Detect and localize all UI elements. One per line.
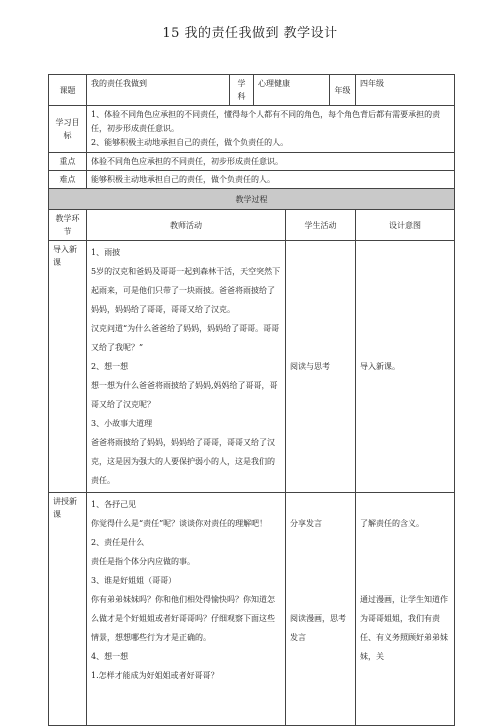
activity-line: 1、雨披 [91,248,121,257]
activity-line: 1、各抒己见 [91,500,137,509]
activity-line: 5岁的汉克和爸妈及哥哥一起到森林干活，天空突然下起雨来，可是他们只带了一块雨披。爸爸将雨披给了妈妈，妈妈给了哥哥，哥哥又给了汉克。 [91,267,281,314]
lesson-plan-table [48,74,455,726]
header-teacher: 教师活动 [87,210,286,241]
design-intent [356,493,455,726]
key-point-label: 重点 [49,153,87,171]
key-point-row [49,153,455,171]
difficulty-label: 难点 [49,171,87,189]
stage-cell: 讲授新课 [49,493,87,726]
design-intent: 导入新课。 [356,241,455,493]
activity-line: 爸爸将雨披给了妈妈，妈妈给了哥哥，哥哥又给了汉克，这是因为强大的人要保护弱小的人，这是我们的责任。 [91,438,275,485]
info-row [49,75,455,106]
goal-item: 2、能够积极主动地承担自己的责任，做个负责任的人。 [91,138,289,147]
design-intent-b: 通过漫画，让学生知道作为哥哥姐姐，我们有责任、有义务照顾好弟弟妹妹，关 [360,595,448,661]
process-title: 教学过程 [49,189,455,210]
header-student: 学生活动 [286,210,356,241]
activity-line: 汉克问道“为什么爸爸给了妈妈，妈妈给了哥哥。哥哥又给了我呢？” [91,324,280,352]
goals-content [87,106,455,153]
activity-line: 2、想一想 [91,362,129,371]
activity-line: 4、想一想 [91,652,129,661]
design-intent-a: 了解责任的含义。 [360,519,424,528]
lesson-value: 我的责任我做到 [87,75,230,106]
activity-line: 你觉得什么是“责任”呢？谈谈你对责任的理解吧！ [91,519,268,528]
subject-label: 学科 [230,75,254,106]
page-title: 15 我的责任我做到 教学设计 [162,26,338,41]
activity-line: 3、小故事大道理 [91,419,153,428]
header-intent: 设计意图 [356,210,455,241]
activity-line: 你有弟弟妹妹吗？你和他们相处得愉快吗？你知道怎么做才是个好姐姐或者好哥哥吗？仔细观察下面这些情景，想想哪些行为才是正确的。 [91,595,275,642]
activity-line: 1.怎样才能成为好姐姐或者好哥哥？ [91,671,219,680]
lesson-label: 课题 [49,75,87,106]
goal-item: 1、体验不同角色应承担的不同责任，懂得每个人都有不同的角色，每个角色背后都有需要承担的责任，初步形成责任意识。 [91,110,441,133]
subject-value: 心理健康 [254,75,330,106]
student-activity [286,493,356,726]
process-header-row [49,210,455,241]
goals-row [49,106,455,153]
difficulty-row [49,171,455,189]
student-activity-a: 分享发言 [290,519,322,528]
process-row-intro [49,241,455,493]
student-activity: 阅读与思考 [286,241,356,493]
header-stage: 教学环节 [49,210,87,241]
teacher-activity [87,241,286,493]
activity-line: 想一想为什么爸爸将雨披给了妈妈,妈妈给了哥哥，哥哥又给了汉克呢？ [91,381,278,409]
activity-line: 3、谁是好姐姐（哥哥） [91,576,177,585]
activity-line: 2、责任是什么 [91,538,145,547]
teacher-activity [87,493,286,726]
student-activity-b: 阅读漫画，思考发言 [290,614,346,642]
stage-cell: 导入新课 [49,241,87,493]
difficulty-value: 能够积极主动地承担自己的责任，做个负责任的人。 [87,171,455,189]
key-point-value: 体验不同角色应承担的不同责任，初步形成责任意识。 [87,153,455,171]
activity-line: 责任是指个体分内应做的事。 [91,557,195,566]
grade-value: 四年级 [356,75,455,106]
process-title-row [49,189,455,210]
goals-label: 学习目标 [49,106,87,153]
grade-label: 年级 [330,75,356,106]
process-row-new [49,493,455,726]
